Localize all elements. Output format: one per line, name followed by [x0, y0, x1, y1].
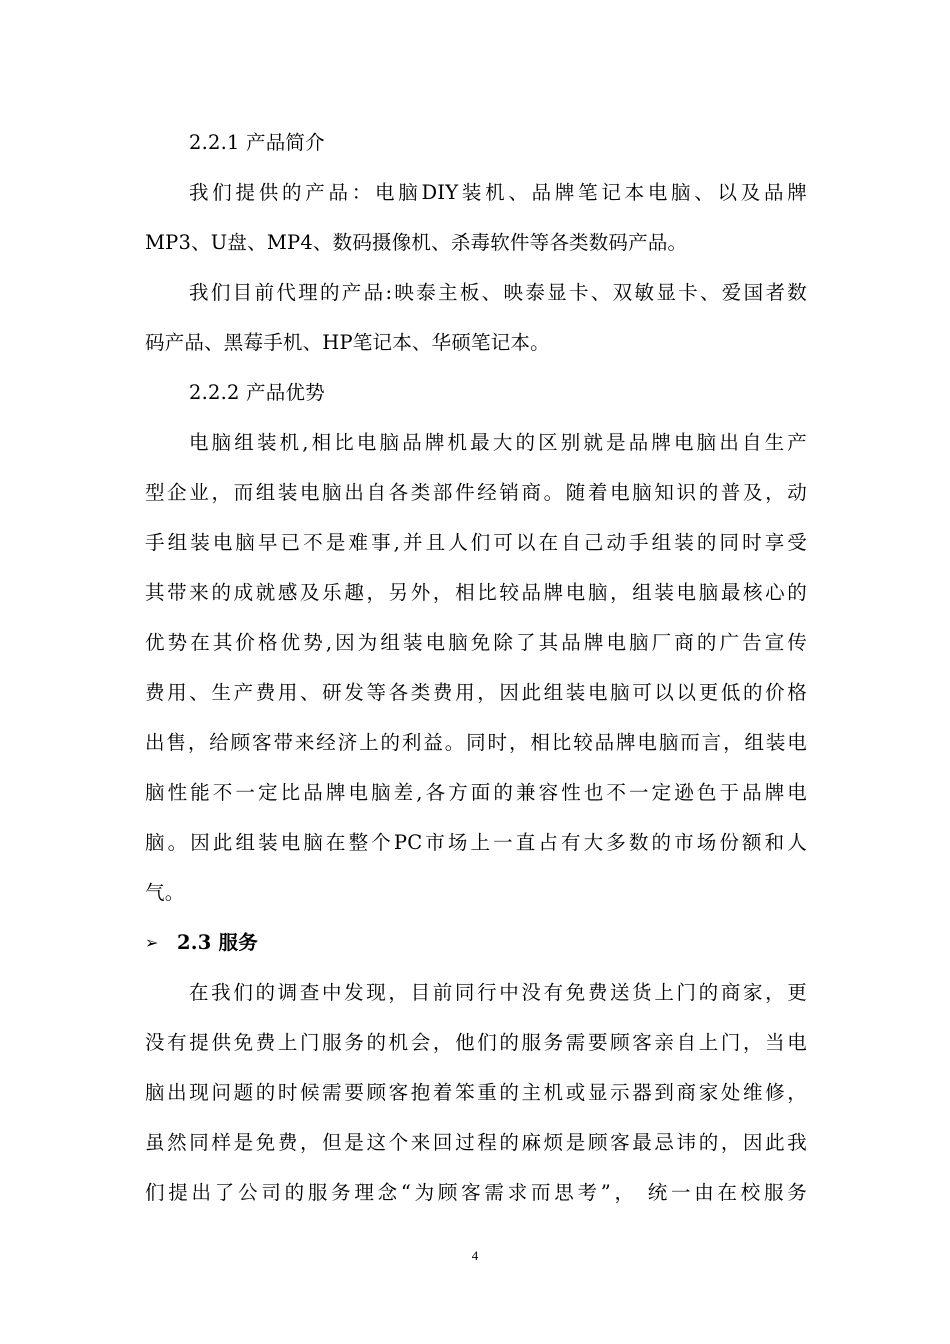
paragraph-line: 费用、生产费用、研发等各类费用，因此组装电脑可以以更低的价格: [145, 681, 807, 704]
paragraph-line: 脑。因此组装电脑在整个PC市场上一直占有大多数的市场份额和人: [145, 831, 807, 854]
section-heading-text: 2.3 服务: [177, 931, 258, 954]
section-heading-2-3: [145, 918, 807, 968]
paragraph-line: 气。: [145, 881, 185, 904]
paragraph-line: 型企业，而组装电脑出自各类部件经销商。随着电脑知识的普及，动: [145, 481, 807, 504]
paragraph-line: 我们提供的产品：电脑DIY装机、品牌笔记本电脑、以及品牌: [189, 181, 807, 204]
page-number: 4: [471, 1248, 479, 1263]
paragraph-line: 们提出了公司的服务理念“为顾客需求而思考”， 统一由在校服务: [145, 1181, 807, 1204]
paragraph-line: 脑出现问题的时候需要顾客抱着笨重的主机或显示器到商家处维修，: [145, 1081, 807, 1104]
paragraph-line: 没有提供免费上门服务的机会，他们的服务需要顾客亲自上门，当电: [145, 1031, 807, 1054]
paragraph-line: 电脑组装机,相比电脑品牌机最大的区别就是品牌电脑出自生产: [189, 431, 807, 454]
subsection-heading-2-2-2: 2.2.2 产品优势: [189, 381, 325, 404]
paragraph-line: 出售，给顾客带来经济上的利益。同时，相比较品牌电脑而言，组装电: [145, 731, 807, 754]
paragraph-line: MP3、U盘、MP4、数码摄像机、杀毒软件等各类数码产品。: [145, 231, 688, 254]
paragraph-line: 虽然同样是免费，但是这个来回过程的麻烦是顾客最忌讳的，因此我: [145, 1131, 807, 1154]
paragraph-line: 其带来的成就感及乐趣，另外，相比较品牌电脑，组装电脑最核心的: [145, 581, 807, 604]
paragraph-line: 在我们的调查中发现，目前同行中没有免费送货上门的商家，更: [189, 981, 807, 1004]
arrow-bullet-icon: ➢: [145, 933, 159, 952]
paragraph-line: 脑性能不一定比品牌电脑差,各方面的兼容性也不一定逊色于品牌电: [145, 781, 807, 804]
page-content: [145, 118, 807, 1218]
paragraph-line: 手组装电脑早已不是难事,并且人们可以在自己动手组装的同时享受: [145, 531, 807, 554]
paragraph-line: 优势在其价格优势,因为组装电脑免除了其品牌电脑厂商的广告宣传: [145, 631, 807, 654]
paragraph-line: 码产品、黑莓手机、HP笔记本、华硕笔记本。: [145, 331, 550, 354]
paragraph-line: 我们目前代理的产品:映泰主板、映泰显卡、双敏显卡、爱国者数: [189, 281, 807, 304]
subsection-heading-2-2-1: 2.2.1 产品简介: [189, 131, 325, 154]
